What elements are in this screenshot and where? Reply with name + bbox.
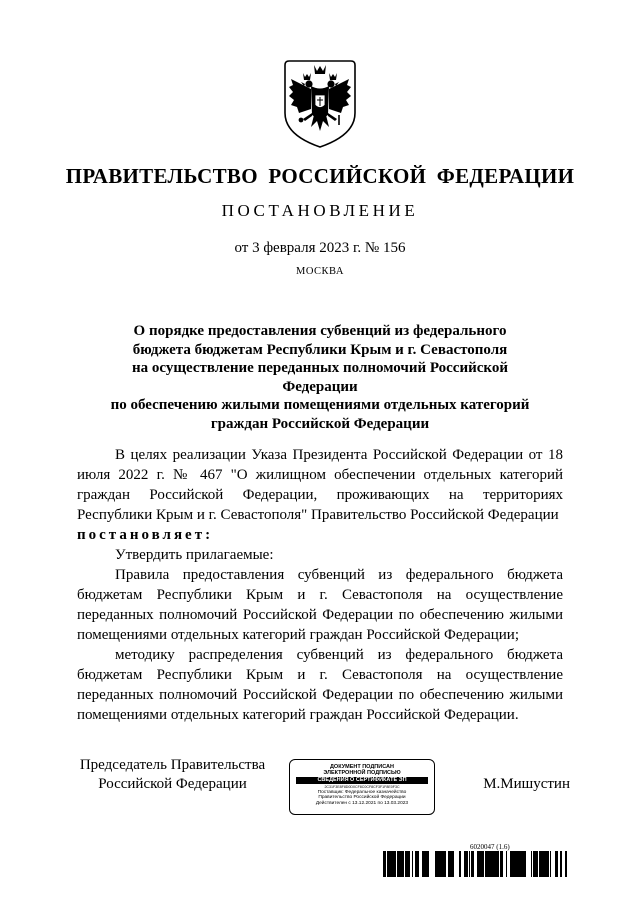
barcode-bar xyxy=(405,851,406,877)
intro-paragraph: В целях реализации Указа Президента Российской Федерации от 18 июля 2022 г. № 467 "О жилищном обеспечении отдельных категорий граждан Российской Федерации, проживающих на территориях Республики Крым и г. Севастополя" Правительство Российской Федерации xyxy=(77,447,563,523)
stamp-line: ДОКУМЕНТ ПОДПИСАН xyxy=(330,764,394,770)
stamp-line: ЭЛЕКТРОННОЙ ПОДПИСЬЮ xyxy=(323,770,401,776)
barcode-bar xyxy=(544,851,547,877)
barcode-bar xyxy=(477,851,480,877)
barcode-bar xyxy=(437,851,438,877)
decree-date-number: от 3 февраля 2023 г. № 156 xyxy=(234,240,406,256)
barcode-bar xyxy=(422,851,423,877)
barcode-bar xyxy=(387,851,389,877)
approved-item-rules: Правила предоставления субвенций из федерального бюджета бюджетам Республики Крым и г. Севастополя на осуществление переданных полномочий Российской Федерации по обеспечению жилыми помещениями отдельных категорий граждан Российской Федерации; xyxy=(77,567,563,643)
barcode-bar xyxy=(473,851,474,877)
barcode-bar xyxy=(537,851,538,877)
barcode-bar xyxy=(423,851,424,877)
barcode-bar xyxy=(557,851,558,877)
barcode-bar xyxy=(481,851,483,877)
barcode-bar xyxy=(531,851,532,877)
barcode-bar xyxy=(418,851,419,877)
barcode-bar xyxy=(535,851,536,877)
barcode-bar xyxy=(453,851,454,877)
barcode-bar xyxy=(464,851,465,877)
stamp-supplier: Поставщик: Федеральное казначейство xyxy=(317,790,407,795)
resolves-word: постановляет: xyxy=(77,527,214,543)
barcode-bar xyxy=(385,851,386,877)
barcode-bar xyxy=(483,851,484,877)
barcode-bar xyxy=(397,851,399,877)
heading-line: граждан Российской Федерации xyxy=(210,415,430,432)
position-line: Председатель Правительства xyxy=(79,757,266,773)
barcode-bar xyxy=(427,851,429,877)
barcode-bar xyxy=(561,851,562,877)
barcode-bar xyxy=(533,851,535,877)
barcode-bar xyxy=(408,851,410,877)
decree-body xyxy=(77,445,563,725)
decree-heading xyxy=(100,322,540,433)
barcode-bar xyxy=(480,851,481,877)
barcode-bar xyxy=(444,851,446,877)
barcode-bar xyxy=(439,851,442,877)
barcode-bar xyxy=(472,851,473,877)
barcode-bar xyxy=(515,851,516,877)
barcode-bar xyxy=(460,851,461,877)
barcode-bar xyxy=(490,851,493,877)
e-signature-stamp xyxy=(289,759,435,815)
document-code: 6020047 (1.6) xyxy=(470,843,510,851)
barcode-bar xyxy=(467,851,468,877)
barcode-bar xyxy=(555,851,557,877)
barcode-bar xyxy=(539,851,540,877)
stamp-header: СВЕДЕНИЯ О СЕРТИФИКАТЕ ЭП xyxy=(296,777,428,784)
barcode-bar xyxy=(465,851,466,877)
barcode-bar xyxy=(500,851,503,877)
barcode-bar xyxy=(395,851,396,877)
barcode-bar xyxy=(384,851,385,877)
barcode-bar xyxy=(415,851,417,877)
barcode-bar xyxy=(438,851,439,877)
stamp-validity: Действителен с 13.12.2021 по 13.03.2023 xyxy=(315,800,409,806)
heading-line: О порядке предоставления субвенций из федерального xyxy=(133,323,507,339)
barcode-icon xyxy=(383,851,568,877)
barcode-bar xyxy=(401,851,404,877)
barcode-bar xyxy=(519,851,521,877)
barcode-bar xyxy=(435,851,437,877)
barcode-bar xyxy=(485,851,486,877)
barcode-bar xyxy=(565,851,567,877)
position-line: Российской Федерации xyxy=(98,776,247,792)
barcode-bar xyxy=(560,851,561,877)
barcode-bar xyxy=(412,851,413,877)
barcode-bar xyxy=(489,851,490,877)
barcode-bar xyxy=(392,851,393,877)
barcode-bar xyxy=(525,851,526,877)
barcode-bar xyxy=(424,851,426,877)
barcode-bar xyxy=(406,851,408,877)
barcode-bar xyxy=(399,851,401,877)
barcode-bar xyxy=(542,851,543,877)
barcode-bar xyxy=(512,851,515,877)
barcode-bar xyxy=(383,851,384,877)
barcode-bar xyxy=(393,851,395,877)
barcode-bar xyxy=(540,851,542,877)
stamp-serial: 2C31F3E8F8D0D0CF8C0CF8CF3F1F8E0F3C xyxy=(324,785,400,789)
signatory-name: М.Мишустин xyxy=(483,776,570,792)
barcode-bar xyxy=(536,851,537,877)
barcode-bar xyxy=(471,851,472,877)
heading-line: бюджета бюджетам Республики Крым и г. Севастополя xyxy=(132,341,508,358)
barcode-bar xyxy=(450,851,453,877)
government-title: ПРАВИТЕЛЬСТВО РОССИЙСКОЙ ФЕДЕРАЦИИ xyxy=(65,164,575,188)
barcode-bar xyxy=(417,851,418,877)
barcode-bar xyxy=(466,851,467,877)
decree-type: ПОСТАНОВЛЕНИЕ xyxy=(221,201,419,220)
barcode-bar xyxy=(389,851,392,877)
barcode-bar xyxy=(506,851,507,877)
coat-of-arms-icon xyxy=(281,55,359,151)
signatory-position xyxy=(60,756,285,794)
decree-city: МОСКВА xyxy=(296,266,344,277)
heading-line: на осуществление переданных полномочий Российской Федерации xyxy=(132,360,508,395)
barcode-bar xyxy=(448,851,450,877)
barcode-bar xyxy=(459,851,460,877)
barcode-bar xyxy=(510,851,512,877)
heading-line: по обеспечению жилыми помещениями отдельных категорий xyxy=(110,397,530,413)
barcode-bar xyxy=(469,851,470,877)
barcode-bar xyxy=(523,851,525,877)
barcode-bar xyxy=(547,851,549,877)
barcode-bar xyxy=(550,851,551,877)
barcode-bar xyxy=(442,851,444,877)
stamp-owner: Правительство Российской Федерации xyxy=(318,795,406,801)
barcode-bar xyxy=(496,851,499,877)
barcode-bar xyxy=(516,851,519,877)
barcode-bar xyxy=(521,851,523,877)
approve-paragraph: Утвердить прилагаемые: xyxy=(115,547,274,563)
barcode-bar xyxy=(493,851,496,877)
barcode-bar xyxy=(543,851,544,877)
approved-item-methodology: методику распределения субвенций из федерального бюджета бюджетам Республики Крым и г. Севастополя на осуществление переданных полномочий Российской Федерации по обеспечению жилыми помещениями отдельных категорий граждан Российской Федерации. xyxy=(77,647,563,723)
barcode-bar xyxy=(426,851,427,877)
barcode-bar xyxy=(486,851,489,877)
